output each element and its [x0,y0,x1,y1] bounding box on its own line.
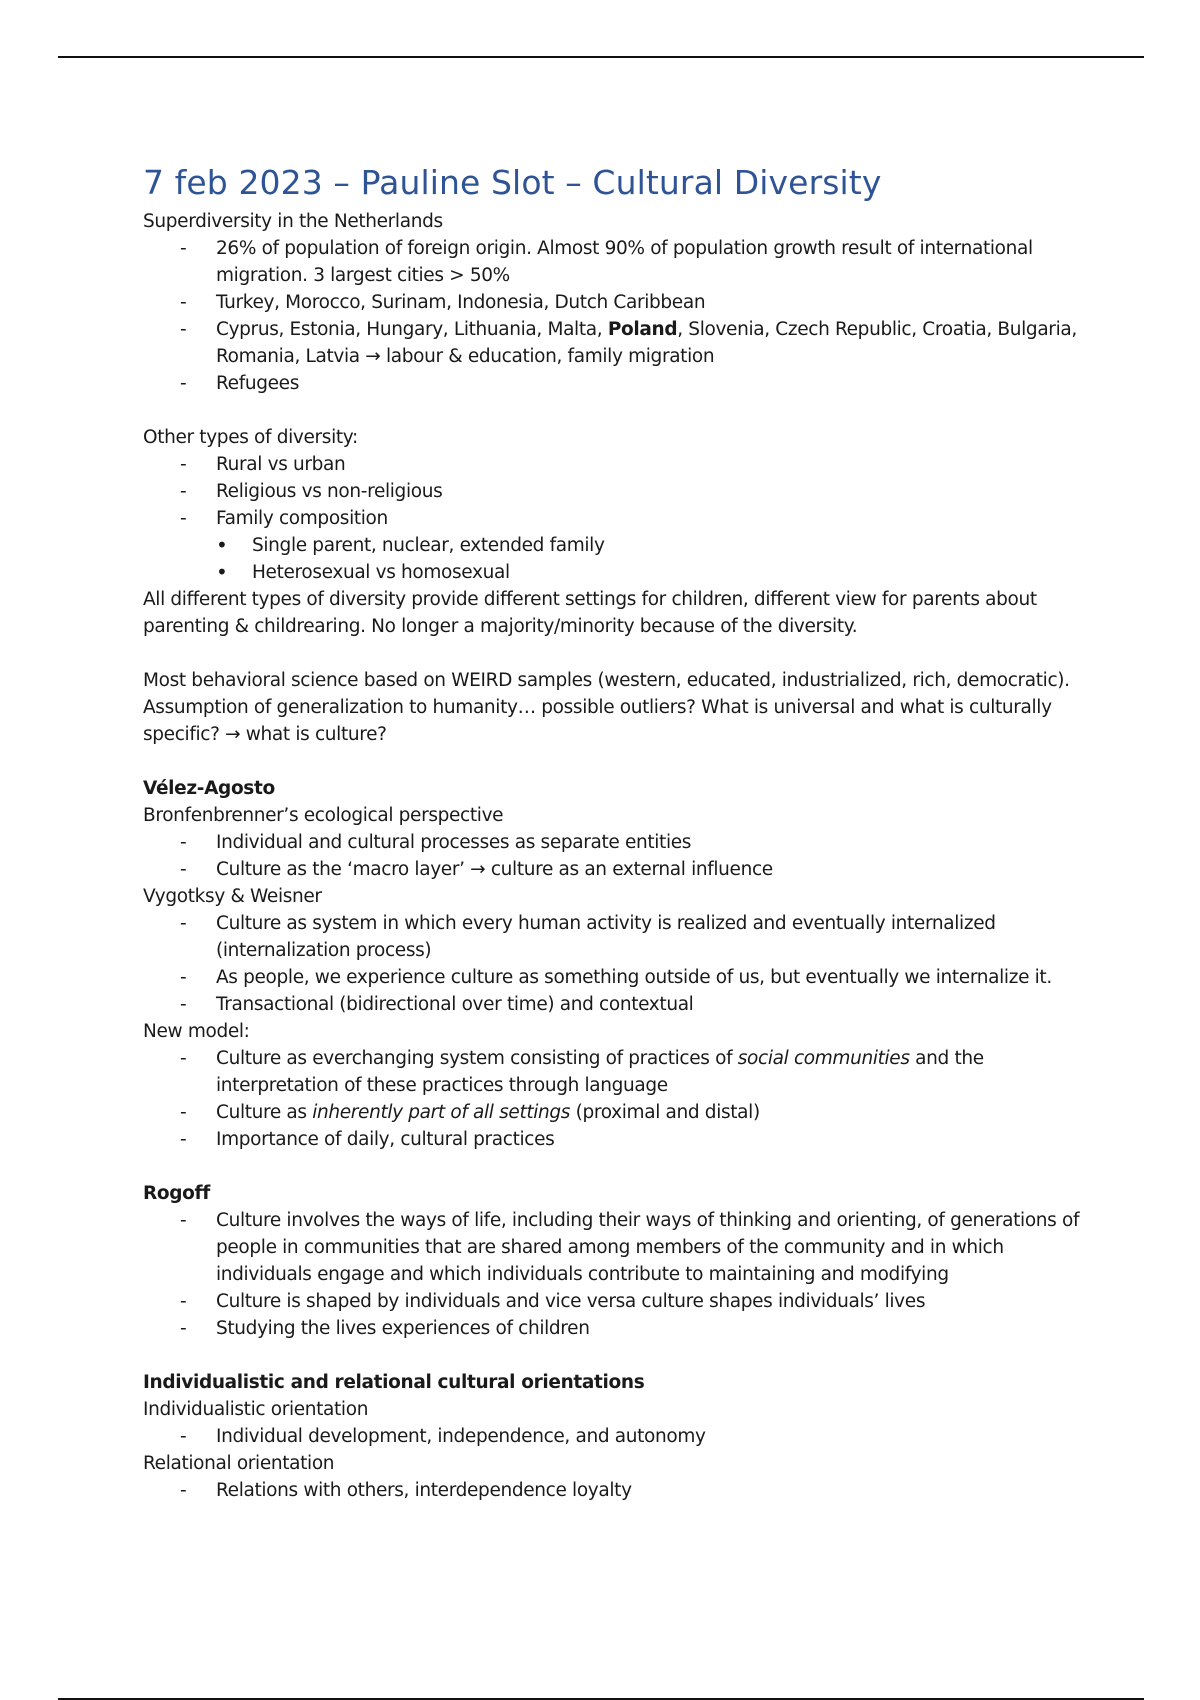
list-item: - As people, we experience culture as something outside of us, but eventually we internalize it. [143,964,1083,991]
list-item: - Transactional (bidirectional over time) and contextual [143,991,1083,1018]
list-item [143,1045,1083,1099]
list-item: - Culture as system in which every human activity is realized and eventually internalized (internalization process) [143,910,1083,964]
list-item: - Culture as the ‘macro layer’ → culture as an external influence [143,856,1083,883]
document-body [143,162,1083,1504]
list-item: - Culture involves the ways of life, including their ways of thinking and orienting, of generations of people in communities that are shared among members of the community and in which individuals engage and which individuals contribute to maintaining and modifying [143,1207,1083,1288]
list-item-text: Culture as everchanging system consisting of practices of [216,1048,738,1069]
list-item-text: Culture as [216,1102,313,1123]
list-item: - Religious vs non-religious [143,478,1083,505]
family-composition-sublist [143,532,1083,586]
individualistic-heading: Individualistic orientation [143,1399,369,1420]
list-item: - Individual development, independence, and autonomy [143,1423,1083,1450]
relational-heading: Relational orientation [143,1453,335,1474]
list-item: - Rural vs urban [143,451,1083,478]
list-item [143,316,1083,370]
header-rule [58,56,1144,58]
list-item: - Relations with others, interdependence loyalty [143,1477,1083,1504]
orientations-heading: Individualistic and relational cultural orientations [143,1372,645,1393]
list-item: - Studying the lives experiences of children [143,1315,1083,1342]
list-item: - Importance of daily, cultural practices [143,1126,1083,1153]
list-item: - Culture is shaped by individuals and vice versa culture shapes individuals’ lives [143,1288,1083,1315]
list-item-text: and the interpretation of these practices through language [216,1048,984,1096]
list-item: - Family composition [143,505,1083,532]
superdiversity-heading: Superdiversity in the Netherlands [143,211,443,232]
list-item-text: Cyprus, Estonia, Hungary, Lithuania, Malta, [216,319,608,340]
superdiversity-list [143,235,1083,397]
bronfenbrenner-list [143,829,1083,883]
list-item: - 26% of population of foreign origin. Almost 90% of population growth result of international migration. 3 largest cities > 50% [143,235,1083,289]
vygotsky-list [143,910,1083,1018]
list-item: - Refugees [143,370,1083,397]
sub-list-item: • Single parent, nuclear, extended family [143,532,1083,559]
emphasis-poland: Poland [607,319,678,340]
list-item-text: , Slovenia, Czech Republic, Croatia, Bulgaria, Romania, Latvia → labour & education, family migration [216,319,1077,367]
other-types-heading: Other types of diversity: [143,427,358,448]
relational-list [143,1477,1083,1504]
rogoff-list [143,1207,1083,1342]
document-title: 7 feb 2023 – Pauline Slot – Cultural Diversity [143,163,882,202]
list-item: - Individual and cultural processes as separate entities [143,829,1083,856]
other-types-list [143,451,1083,532]
list-item-text: (proximal and distal) [570,1102,760,1123]
list-item [143,1099,1083,1126]
list-item: - Turkey, Morocco, Surinam, Indonesia, Dutch Caribbean [143,289,1083,316]
bronfenbrenner-heading: Bronfenbrenner’s ecological perspective [143,805,504,826]
individualistic-list [143,1423,1083,1450]
diversity-summary: All different types of diversity provide different settings for children, different view for parents about parenting & childrearing. No longer a majority/minority because of the diversity. [143,589,1037,637]
vygotsky-heading: Vygotksy & Weisner [143,886,322,907]
emphasis-italic: social communities [737,1048,910,1069]
sub-list-item: • Heterosexual vs homosexual [143,559,1083,586]
velez-heading: Vélez-Agosto [143,778,275,799]
emphasis-italic: inherently part of all settings [312,1102,571,1123]
new-model-heading: New model: [143,1021,250,1042]
rogoff-heading: Rogoff [143,1183,210,1204]
weird-paragraph: Most behavioral science based on WEIRD samples (western, educated, industrialized, rich, democratic). Assumption of generalization to humanity… possible outliers? What is universal and what is culturally specific? → what is culture? [143,670,1070,745]
new-model-list [143,1045,1083,1153]
